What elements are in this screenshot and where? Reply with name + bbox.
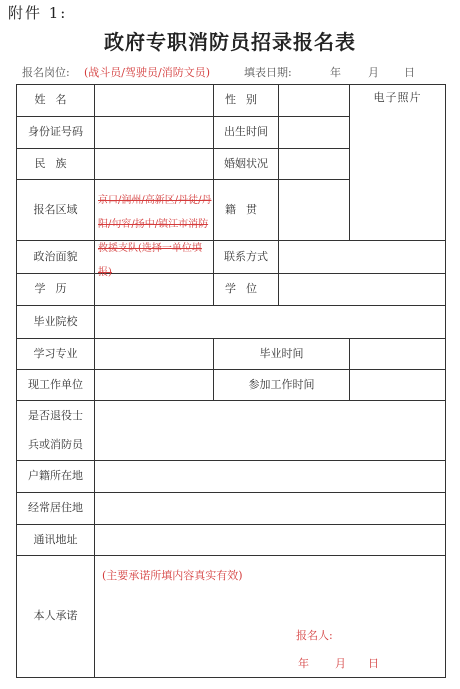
fill-date-month: 月 [368, 66, 379, 79]
work-unit-field[interactable] [95, 370, 213, 400]
work-unit-label: 现工作单位 [28, 377, 83, 391]
ethnicity-field[interactable] [95, 149, 213, 179]
contact-field[interactable] [279, 241, 445, 273]
household-field[interactable] [95, 461, 445, 492]
school-label: 毕业院校 [33, 314, 78, 328]
fill-date-label: 填表日期: [244, 66, 292, 79]
education-field[interactable] [95, 274, 213, 305]
signer-label: 报名人: [296, 629, 333, 642]
political-status-label: 政治面貌 [33, 249, 78, 263]
pledge-text: (主要承诺所填内容真实有效) [102, 569, 243, 582]
area-options[interactable]: 京口/润州/高新区/丹徒/丹阳/句容/扬中/镇江市消防救援支队(选择一单位填报) [98, 195, 212, 278]
sign-day: 日 [368, 657, 379, 670]
native-place-label: 籍贯 [225, 202, 267, 216]
h-line [16, 677, 446, 678]
name-field[interactable] [95, 85, 213, 116]
ethnicity-label: 民族 [34, 156, 77, 170]
veteran-label-line1: 是否退役士 [28, 408, 83, 422]
v-line [445, 84, 446, 678]
household-label: 户籍所在地 [28, 469, 83, 483]
residence-label: 经常居住地 [28, 501, 83, 515]
address-label: 通讯地址 [33, 532, 78, 546]
sign-month: 月 [335, 657, 346, 670]
veteran-label-line2: 兵或消防员 [28, 437, 83, 451]
area-label: 报名区域 [33, 202, 78, 216]
pledge-label: 本人承诺 [33, 609, 78, 623]
major-label: 学习专业 [33, 346, 78, 360]
birth-time-field[interactable] [279, 117, 349, 148]
major-field[interactable] [95, 339, 213, 369]
degree-label: 学位 [225, 282, 267, 296]
position-label: 报名岗位: [22, 66, 70, 79]
graduation-time-label: 毕业时间 [259, 346, 304, 360]
work-start-time-label: 参加工作时间 [248, 377, 315, 391]
degree-field[interactable] [279, 274, 445, 305]
graduation-time-field[interactable] [350, 339, 445, 369]
birth-time-label: 出生时间 [224, 125, 268, 139]
education-label: 学历 [34, 282, 77, 296]
native-place-field[interactable] [279, 180, 349, 240]
veteran-label [17, 401, 94, 460]
residence-field[interactable] [95, 493, 445, 524]
veteran-field[interactable] [95, 401, 445, 460]
contact-label: 联系方式 [224, 249, 268, 263]
photo-label: 电子照片 [373, 91, 422, 104]
photo-area[interactable] [350, 100, 445, 240]
page-title: 政府专职消防员招录报名表 [104, 30, 356, 54]
id-number-label: 身份证号码 [28, 125, 83, 139]
attachment-label: 附件 1: [8, 4, 68, 22]
fill-date-day: 日 [404, 66, 415, 79]
name-label: 姓名 [34, 93, 77, 107]
gender-label: 性别 [225, 93, 267, 107]
position-options: (战斗员/驾驶员/消防文员) [84, 66, 210, 79]
political-status-field[interactable] [95, 241, 213, 273]
address-field[interactable] [95, 525, 445, 555]
sign-year: 年 [298, 657, 309, 670]
marital-status-label: 婚姻状况 [224, 156, 268, 170]
fill-date-year: 年 [330, 66, 341, 79]
id-number-field[interactable] [95, 117, 213, 148]
marital-status-field[interactable] [279, 149, 349, 179]
work-start-time-field[interactable] [350, 370, 445, 400]
school-field[interactable] [95, 306, 445, 338]
gender-field[interactable] [279, 85, 349, 116]
signature-field[interactable] [342, 622, 432, 640]
